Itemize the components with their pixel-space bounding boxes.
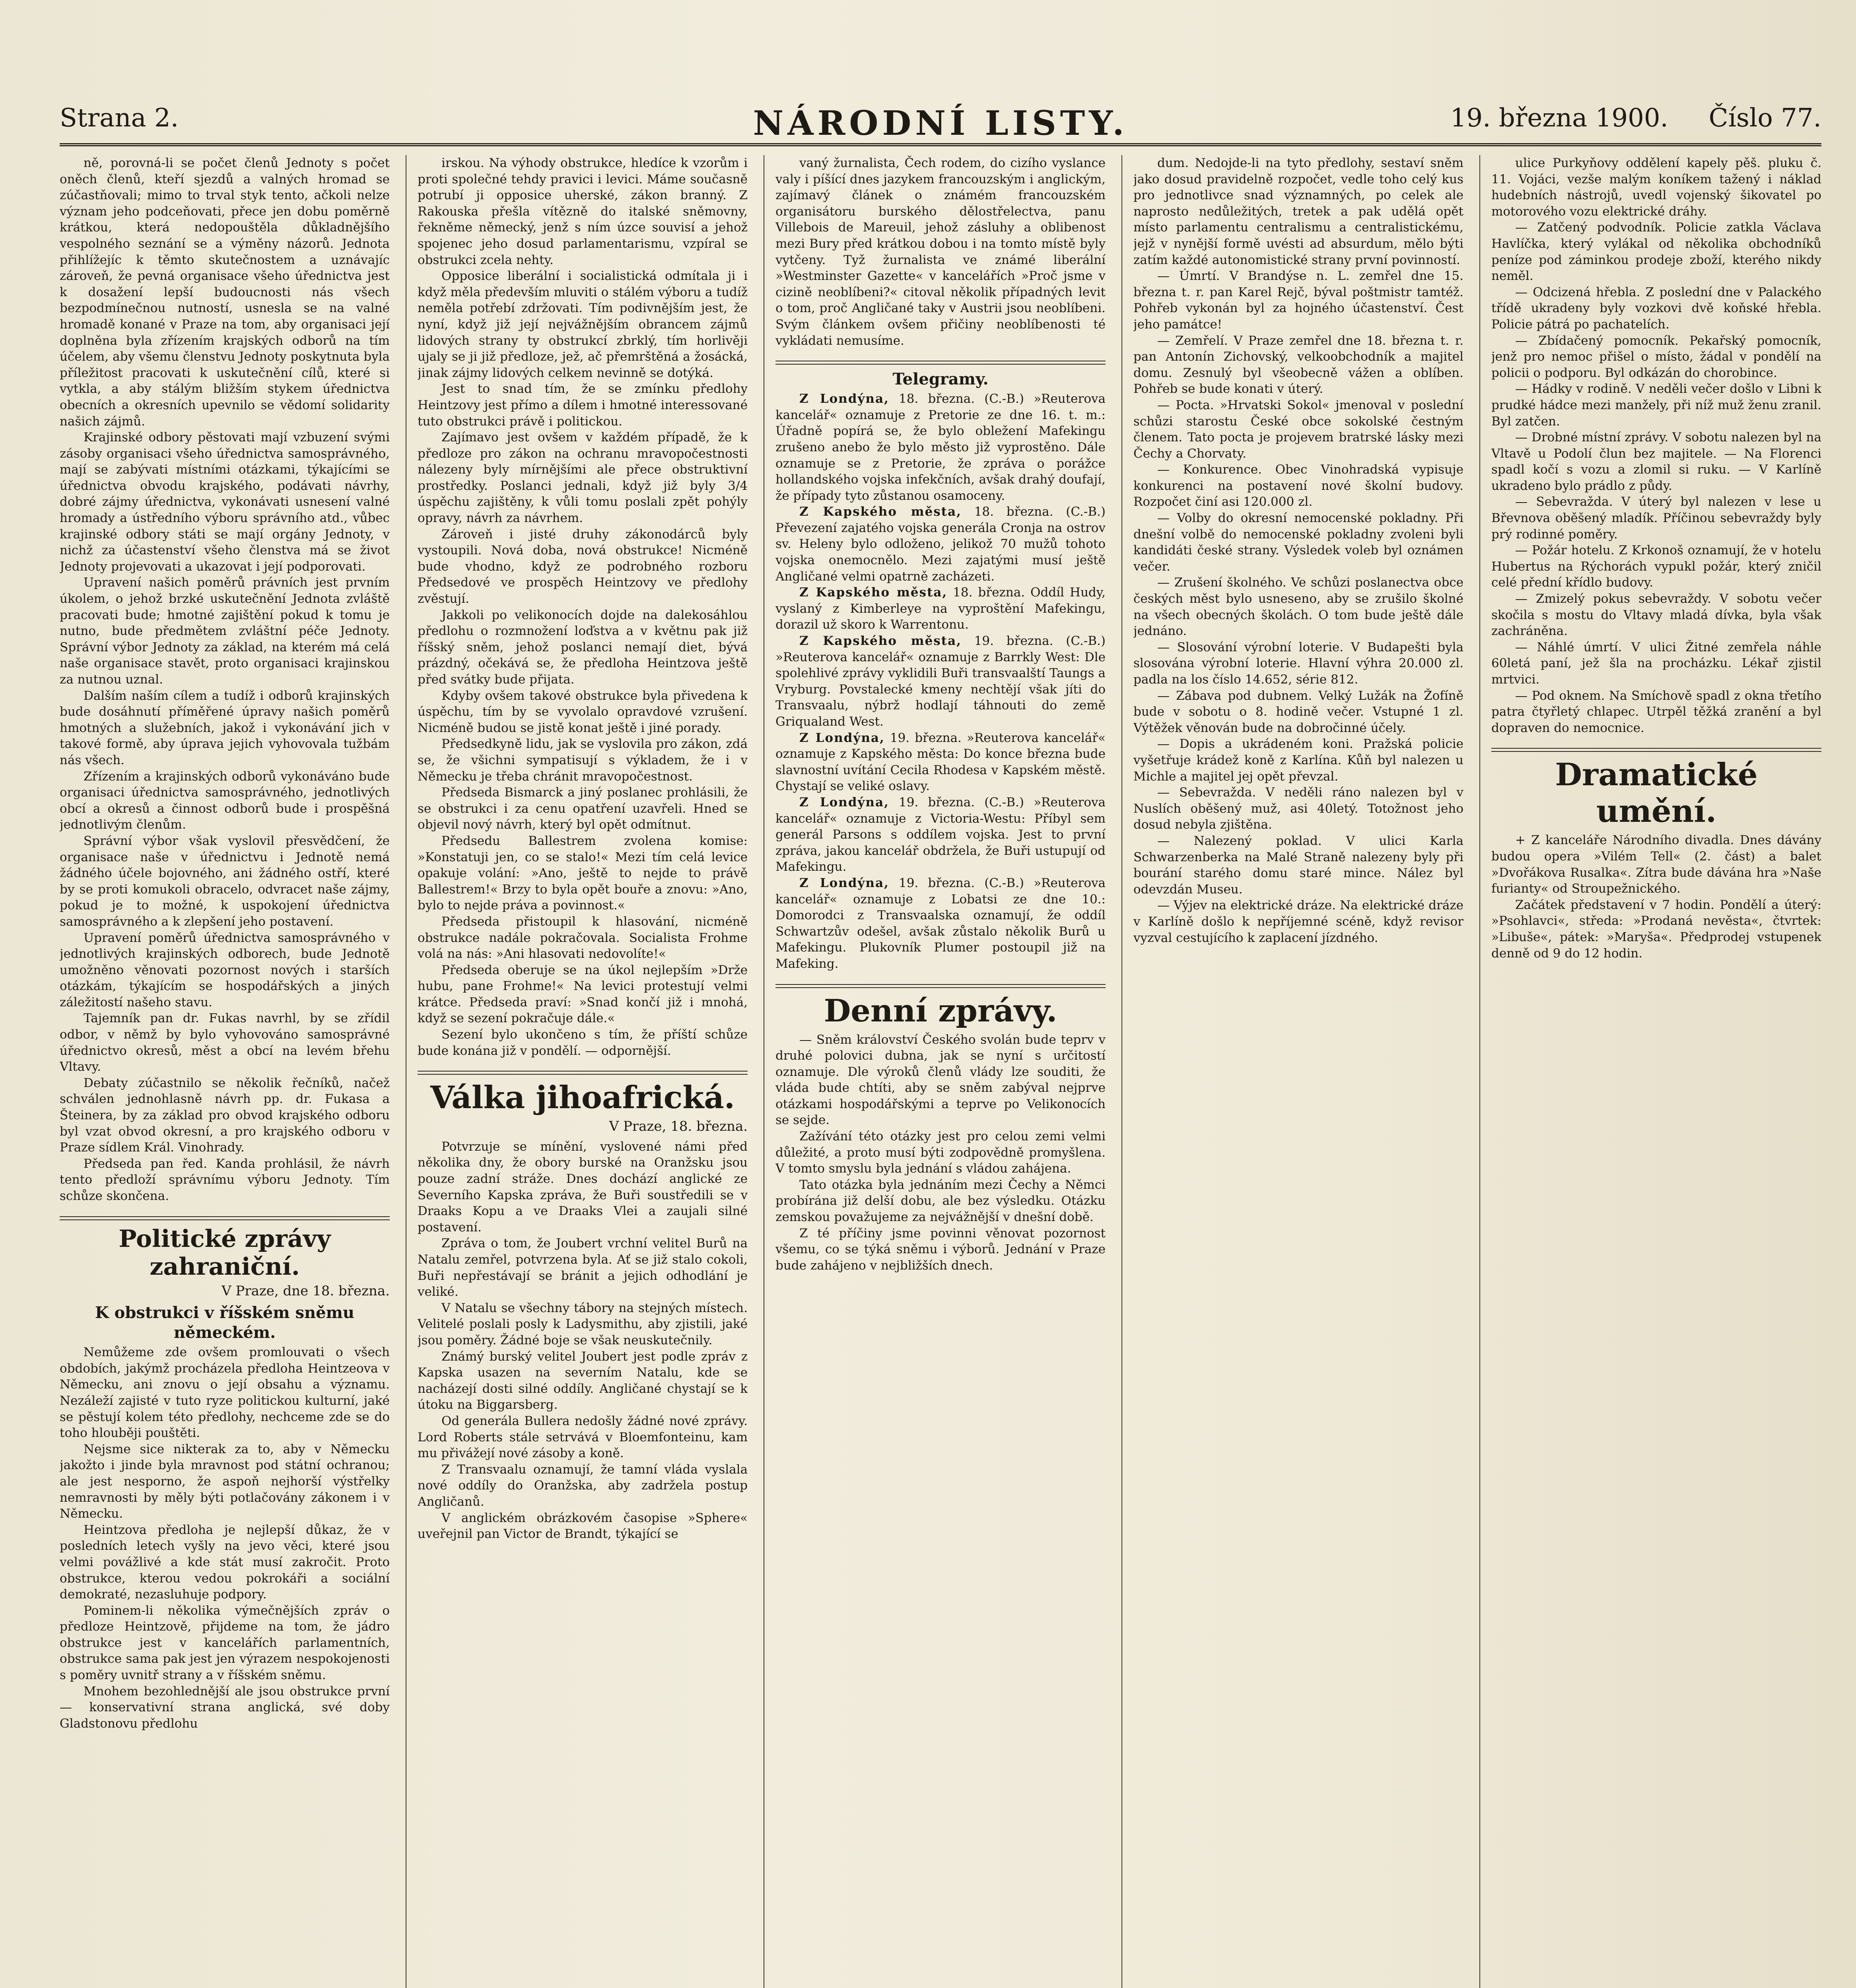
paragraph: — Zatčený podvodník. Policie zatkla Václava Havlíčka, který vylákal od několika obchodníků peníze pod záminkou prodeje zboží, kterého nikdy neměl. (1491, 220, 1821, 283)
paragraph: irskou. Na výhody obstrukce, hledíce k vzorům i proti společné tehdy pravici i levici. Máme současně potrubí ji opposice uherské, zákon branný. Z Rakouska přešla vítězně do italské sněmovny, řekněme německý, jenž s ním úzce souvisí a jehož spojenec jeho dosud parlamentarismu, vzpíral se obstrukci zcela nehty. (418, 156, 748, 267)
telegram-place: Z Kapského města, (799, 505, 962, 519)
paragraph: Z té příčiny jsme povinni věnovat pozornost všemu, co se týká sněmu i výborů. Jednání v Praze bude zahájeno v nejbližších dnech. (775, 1226, 1106, 1273)
paragraph: Sezení bylo ukončeno s tím, že příští schůze bude konána již v pondělí. — odpornější. (418, 1027, 748, 1058)
paragraph: — Hádky v rodině. V neděli večer došlo v Libni k prudké hádce mezi manžely, při níž muž ženu zranil. Byl zatčen. (1491, 382, 1821, 429)
paragraph: — Nalezený poklad. V ulici Karla Schwarzenberka na Malé Straně nalezeny byly při bourání starého domu staré mince. Nález byl odevzdán Museu. (1133, 833, 1463, 897)
issue-number: Číslo 77. (1708, 103, 1821, 133)
telegram-item (775, 584, 1106, 633)
paragraph: — Dopis a ukrádeném koni. Pražská policie vyšetřuje krádež koně z Karlína. Kůň byl nalezen u Michle a majitel jej opět převzal. (1133, 737, 1463, 784)
column-2 (418, 155, 748, 1988)
paragraph: Předseda oberuje se na úkol nejlepším »Drže hubu, pane Frohme!« Na levici protestují velmi krátce. Předseda praví: »Snad končí již i mnohá, když se sezení pokračuje dále.« (418, 963, 748, 1026)
issue-date: 19. března 1900. (1450, 103, 1668, 133)
section-divider (775, 361, 1106, 365)
paragraph: — Konkurence. Obec Vinohradská vypisuje konkurenci na postavení nové školní budovy. Rozpočet činí asi 120.000 zl. (1133, 462, 1463, 509)
telegram-place: Z Londýna, (799, 392, 889, 406)
paragraph: + Z kanceláře Národního divadla. Dnes dávány budou opera »Vilém Tell« (2. část) a balet »Dvořákova Rusalka«. Zítra bude dávána hra »Naše furianty« od Stroupežnického. (1491, 833, 1821, 896)
paragraph: — Úmrtí. V Brandýse n. L. zemřel dne 15. března t. r. pan Karel Rejč, býval poštmistr tamtéž. Pohřeb vykonán byl za hojného účastenství. Čest jeho památce! (1133, 269, 1463, 332)
telegram-text: 18. března. (C.-B.) »Reuterova kancelář« oznamuje z Pretorie ze dne 16. t. m.: Úřadně popírá se, že bylo obležení Mafekingu zrušeno anebo že bylo město již vyprostěno. Dále oznamuje se z Pretorie, že zpráva o porážce hollandského vojska infekčních, avšak drahý doufají, že případy tyto zůstanou osamoceny. (775, 392, 1106, 503)
telegram-place: Z Londýna, (799, 876, 889, 890)
paragraph: Nemůžeme zde ovšem promlouvati o všech obdobích, jakýmž procházela předloha Heintzeova v Německu, ani znovu o její obsahu a významu. Nezáleží zajisté v tuto ryze politickou kulturní, jaké se pěstují kolem této předlohy, nechceme zde se do toho hlouběji pouštěti. (60, 1345, 390, 1441)
section-title-telegrams: Telegramy. (892, 370, 989, 389)
paragraph: ulice Purkyňovy oddělení kapely pěš. pluku č. 11. Vojáci, vezše malým koníkem tažený i náklad hudebních nástrojů, uvedl vojenský šikovatel po motorového vozu elektrické dráhy. (1491, 156, 1821, 219)
paragraph: Předsedu Ballestrem zvolena komise: »Konstatuji jen, co se stalo!« Mezi tím celá levice opakuje volání: »Ano, ještě to nejde to právě Ballestrem!« Brzy to byla opět bouře a znovu: »Ano, bylo to nejde práva a povinnost.« (418, 833, 748, 913)
column-rule (1479, 155, 1480, 1988)
page-label: Strana 2. (60, 103, 179, 133)
paragraph: vaný žurnalista, Čech rodem, do cizího vyslance valy i píšící dnes jazykem francouzským i anglickým, zajímavý článek o známém francouzském organisátoru burského dělostřelectva, panu Villebois de Mareuil, jehož zásluhy a oblibenost mezi Bury před krátkou dobou i na tomto místě byly vytčeny. Tyž žurnalista ve známé liberální »Westminster Gazette« v kancelářích »Proč jsme v cizině neoblíbeni?« citoval několik případných levit o tom, proč Angličané taky v Austrii jsou neoblíbeni. Svým článkem ovšem přičiny neoblíbenosti té vykládati nemusíme. (775, 156, 1106, 348)
paragraph: V anglickém obrázkovém časopise »Sphere« uveřejnil pan Victor de Brandt, týkající se (418, 1510, 748, 1541)
paragraph: — Zbídačený pomocník. Pekařský pomocník, jenž pro nemoc přišel o místo, žádal v pondělí na policii o podporu. Byl odkázán do chorobince. (1491, 333, 1821, 380)
paragraph: dum. Nedojde-li na tyto předlohy, sestaví sněm jako dosud pravidelně rozpočet, vedle toho celý kus pro jednotlivce snad významných, po celek ale naprosto nedůležitých, tretek a pak udělá opět místo parlamentu centralismu a centralistickému, jejž v nynější formě uvésti ad absurdum, mělo býti zatím každé autonomistické strany první povinností. (1133, 156, 1463, 267)
section-title-drama: Dramatické umění. (1555, 757, 1758, 830)
telegram-text: 18. března. (C.-B.) Převezení zajatého vojska generála Cronja na ostrov sv. Heleny bylo odloženo, jelikož 70 mužů tohoto vojska onemocnělo. Mezi zajatými musí ještě Angličané velmi opatrně zacházeti. (775, 505, 1106, 584)
page-header (60, 95, 1821, 146)
paragraph: Zažívání této otázky jest pro celou zemi velmi důležité, a proto musí býti zodpovědně promyšlena. V tomto smyslu byla jednání s vládou zahájena. (775, 1129, 1106, 1176)
paragraph: — Sebevražda. V neděli ráno nalezen byl v Nuslích oběšený muž, asi 40letý. Totožnost jeho dosud nebyla zjištěna. (1133, 785, 1463, 832)
paragraph: Předseda přistoupil k hlasování, nicméně obstrukce nadále pokračovala. Socialista Frohme volá na nás: »Ani hlasovati nedovolíte!« (418, 914, 748, 961)
masthead: NÁRODNÍ LISTY. (753, 103, 1128, 143)
dateline: V Praze, dne 18. března. (222, 1283, 390, 1299)
paragraph: — Sněm království Českého svolán bude teprv v druhé polovici dubna, jak se nyní s určitostí oznamuje. Dle výroků členů vlády lze souditi, že vláda bude chtíti, aby se sněm zabýval nejprve otázkami hospodářskými a teprve po Velikonocích se sejde. (775, 1032, 1106, 1128)
telegram-place: Z Kapského města, (799, 585, 948, 600)
column-5 (1491, 155, 1821, 1988)
paragraph: Jakkoli po velikonocích dojde na dalekosáhlou předlohu o rozmnožení loďstva a v květnu pak již říšský sněm, jehož poslanci nemají diet, bývá prázdný, očekává se, že předloha Heintzova ještě před svátky bude přijata. (418, 608, 748, 687)
paragraph: Kdyby ovšem takové obstrukce byla přivedena k úspěchu, tím by se vyvolalo opravdové vzrušení. Nicméně budou se jistě konat ještě i jiné porady. (418, 688, 748, 735)
paragraph: Heintzova předloha je nejlepší důkaz, že v posledních letech vyšly na jevo věci, které jsou velmi povážlivé a kde stát musí zakročit. Proto obstrukce, kterou vedou pokrokáři a sociální demokraté, nezasluhuje podpory. (60, 1522, 390, 1602)
telegram-text: 19. března. (C.-B.) »Reuterova kancelář« oznamuje z Victoria-Westu: Příbyl sem generál Parsons s oddílem vojska. Jest to první zpráva, jakou kancelář obdržela, že Buři ustupují od Mafekingu. (775, 795, 1106, 874)
paragraph: Předseda Bismarck a jiný poslanec prohlásili, že se obstrukci i za cenu opatření uzavřeli. Hned se objevil nový návrh, který byl opět odmítnut. (418, 785, 748, 832)
section-divider (1491, 748, 1821, 752)
paragraph: Dalším naším cílem a tudíž i odborů krajinských bude dosáhnutí příměřené úpravy našich poměrů hmotných a služebních, jakož i vykonávání jich v takové formě, aby úprava jejich vyhovovala tužbám nás všech. (60, 688, 390, 767)
column-rule (1121, 155, 1122, 1988)
telegram-item (775, 875, 1106, 972)
telegram-text: 19. března. »Reuterova kancelář« oznamuje z Kapského města: Do konce března bude slavnostní uvítání Cecila Rhodesa v Kapském městě. Chystají se veliké oslavy. (775, 730, 1106, 794)
paragraph: Potvrzuje se mínění, vyslovené námi před několika dny, že obory burské na Oranžsku jsou pouze zadní stráže. Dnes dochází anglické ze Severního Kapska zpráva, že Buři soustředili se v Draaks Kopu a ve Draaks Vlei a zaujali silné postavení. (418, 1139, 748, 1235)
paragraph: — Výjev na elektrické dráze. Na elektrické dráze v Karlíně došlo k nepříjemné scéně, když revisor vyzval cestujícího k zaplacení jízdného. (1133, 898, 1463, 945)
telegram-text: 19. března. (C.-B.) »Reuterova kancelář« oznamuje z Barrkly West: Dle spolehlivé zprávy vyklidili Buři transvaalští Taungs a Vryburg. Povstalecké kmeny nechtějí však jíti do Transvaalu, nýbrž hodlají táhnouti do země Griqualand West. (775, 634, 1106, 729)
section-title-boer-war: Válka jihoafrická. (430, 1079, 735, 1116)
paragraph: Opposice liberální i socialistická odmítala ji i když měla především mluviti o stálém výboru a tudíž neměla potřebí zdržovati. Tím podivnějším jest, že nyní, když již její nejvážnějším obrancem zájmů lidových strany ty obstrukcí zbrklý, tím horlivěji ujaly se ji již předloze, jež, ač přemrštěná a žosácká, jinak zájmy lidových celkem nevinně se dotýká. (418, 269, 748, 380)
paragraph: Krajinské odbory pěstovati mají vzbuzení svými zásoby organisaci všeho úřednictva samosprávného, mají se zabývati místními otázkami, týkajícími se úřednictva obvodu krajského, podávati návrhy, dobré zájmy úřednictva, vykonávati usnesení valné hromady a ústředního výboru správního atd., vůbec krajinské odbory státi se mají orgány Jednoty, v nichž za účastenství všeho členstva má se život Jednoty projevovati a ukazovat i její podporovati. (60, 430, 390, 574)
telegram-place: Z Londýna, (799, 795, 889, 810)
paragraph: — Volby do okresní nemocenské pokladny. Při dnešní volbě do nemocenské pokladny zvoleni byli kandidáti české strany. Výsledek voleb byl oznámen večer. (1133, 511, 1463, 574)
section-title-daily-news: Denní zprávy. (824, 992, 1057, 1029)
paragraph: Předseda pan řed. Kanda prohlásil, že návrh tento předloží správnímu výboru Jednoty. Tím schůze skončena. (60, 1156, 390, 1203)
paragraph: — Sebevražda. V úterý byl nalezen v lese u Břevnova oběšený mladík. Příčinou sebevraždy byly prý rodinné poměry. (1491, 495, 1821, 542)
telegram-item (775, 633, 1106, 730)
section-title-foreign-politics: Politické zprávy zahraniční. (119, 1225, 331, 1281)
paragraph: — Slosování výrobní loterie. V Budapešti byla slosována výrobní loterie. Hlavní výhra 20.000 zl. padla na los číslo 14.652, série 812. (1133, 640, 1463, 687)
paragraph: Zajímavo jest ovšem v každém případě, že k předloze pro zákon na ochranu mravopočestnosti nálezeny byly mírnějšími ale přece obstruktivní prostředky. Poslanci jednali, když již byly 3/4 úspěchu zajištěny, k vůli tomu poslali zpět pohýly opravy, návrh za návrhem. (418, 430, 748, 526)
paragraph: Od generála Bullera nedošly žádné nové zprávy. Lord Roberts stále setrvává v Bloemfonteinu, kam mu přivážejí nové zásoby a koně. (418, 1413, 748, 1461)
paragraph: Pominem-li několika výmečnějších zpráv o předloze Heintzově, přijdeme na tom, že jádro obstrukce jest v kancelářích parlamentních, obstrukce sama pak jest jen výrazem nespokojenosti s poměry uvnitř strany a v říšském sněmu. (60, 1603, 390, 1683)
paragraph: — Zrušení školného. Ve schůzi poslanectva obce českých měst bylo usneseno, aby se zrušilo školné na všech obecných školách. O tom bude ještě dále jednáno. (1133, 575, 1463, 639)
paragraph: Tajemník pan dr. Fukas navrhl, by se zřídil odbor, v němž by bylo vyhovováno samosprávné úřednictvo okresů, měst a obcí na levém břehu Vltavy. (60, 1011, 390, 1074)
paragraph: Tato otázka byla jednáním mezi Čechy a Němci probírána již delší dobu, ale bez výsledku. Otázku zemskou považujeme za nejvážnější v dnešní době. (775, 1177, 1106, 1225)
paragraph: — Pocta. »Hrvatski Sokol« jmenoval v poslední schůzi starostu České obce sokolské čestným členem. Tato pocta je projevem bratrské lásky mezi Čechy a Chorvaty. (1133, 398, 1463, 461)
paragraph: Správní výbor však vyslovil přesvědčení, že organisace naše v úřednictvu i Jednotě nemá žádného účele bojovného, ani žádného ostří, které by se proti komukoli obracelo, odvracet naše zájmy, pokud je to možné, k uspokojení úřednictva samosprávného a k zlepšení jeho postavení. (60, 833, 390, 929)
telegram-item (775, 504, 1106, 584)
paragraph: — Zábava pod dubnem. Velký Lužák na Žofíně bude v sobotu o 8. hodině večer. Vstupné 1 zl. Výtěžek věnován bude na dobročinné účely. (1133, 688, 1463, 735)
telegram-text: 19. března. (C.-B.) »Reuterova kancelář« oznamuje z Lobatsi ze dne 10.: Domorodci z Transvaalska oznamují, že oddíl Schwartzův odešel, avšak zůstalo několik Burů u Mafekingu. Plukovník Plumer postoupil již na Mafeking. (775, 876, 1106, 971)
paragraph: Upravení poměrů úřednictva samosprávného v jednotlivých krajinských odborech, bude Jednotě umožněno věnovati pozornost nových i starších otázkám, týkajícím se hospodářských a jiných záležitostí našeho stavu. (60, 930, 390, 1010)
telegram-place: Z Londýna, (799, 730, 885, 745)
telegram-item (775, 794, 1106, 875)
telegram-text: 18. března. Oddíl Hudy, vyslaný z Kimberleye na vyproštění Mafekingu, dorazil už skoro k Warrentonu. (775, 585, 1106, 632)
section-divider (418, 1071, 748, 1075)
paragraph: Z Transvaalu oznamují, že tamní vláda vyslala nové oddíly do Oranžska, aby zadržela postup Angličanů. (418, 1462, 748, 1509)
paragraph: Upravení našich poměrů právních jest prvním úkolem, o jehož brzké uskutečnění Jednota zvláště pracovati bude; hmotné zajištění pokud k tomu je nutno, bude předmětem zvláštní péče Jednoty. Správní výbor Jednoty za základ, na kterém má celá naše organisace stavět, proto organisaci krajinskou za nutnou uznal. (60, 575, 390, 687)
paragraph: Debaty zúčastnilo se několik řečníků, načež schválen jednohlasně návrh pp. dr. Fukasa a Šteinera, by za základ pro obvod krajského odboru byl vzat obvod okresní, a pro krajského odboru v Praze sídlem Král. Vinohrady. (60, 1076, 390, 1155)
paragraph: — Zemřelí. V Praze zemřel dne 18. března t. r. pan Antonín Zichovský, velkoobchodník a majitel domu. Zesnulý byl všeobecně vážen a oblíben. Pohřeb se bude konati v úterý. (1133, 333, 1463, 396)
paragraph: Nejsme sice nikterak za to, aby v Německu jakožto i jinde byla mravnost pod státní ochranou; ale jest nesporno, že aspoň nejhorší výstřelky nemravnosti by měly býti potlačovány zákonem i v Německu. (60, 1442, 390, 1521)
paragraph: Zřízením a krajinských odborů vykonáváno bude organisaci úřednictva samosprávného, jednotlivých obcí a okresů a činnost odborů bude i prospěšná jednotlivým členům. (60, 769, 390, 832)
paragraph: Předsedkyně lidu, jak se vyslovila pro zákon, zdá se, že všichni sympatisují s výkladem, že i v Německu je třeba chránit mravopočestnost. (418, 737, 748, 784)
column-1 (60, 155, 390, 1988)
telegram-item (775, 730, 1106, 794)
paragraph: — Drobné místní zprávy. V sobotu nalezen byl na Vltavě u Podolí člun bez majitele. — Na Florenci spadl kočí s vozu a zlomil si ruku. — V Karlíně ukradeno bylo prádlo z půdy. (1491, 430, 1821, 493)
paragraph: — Odcizená hřebla. Z poslední dne v Palackého třídě ukradeny byly vozkovi dvě koňské hřebla. Policie pátrá po pachatelích. (1491, 285, 1821, 332)
paragraph: Jest to snad tím, že se zmínku předlohy Heintzovy jest přímo a dílem i hmotné interessované tuto obstrukci právě i politickou. (418, 382, 748, 429)
paragraph: ně, porovná-li se počet členů Jednoty s počet oněch členů, kteří sjezdů a valných hromad se zúčastňovali; mimo to trval styk tento, ačkoli nelze význam jeho podceňovati, přece jen dobu poměrně krátkou, která nedopouštěla důkladnějšího vespolného seznání se a výměny názorů. Jednota přihlížejíc k těmto skutečnostem a uznávajíc zároveň, že pevná organisace všeho úřednictva jest k dosažení lepší budoucnosti nás všech bezpodmínečnou nutností, usnesla se na valné hromadě konané v Praze na tom, aby organisaci její doplněna byla zřízením krajských odborů na tím účelem, aby všemu členstvu Jednoty poskytnuta byla příležitost pracovati k uskutečnění cílů, které si vytkla, a aby stálým bližším stykem úřednictva obecních a okresních upevnilo se vědomí solidarity našich zájmů. (60, 156, 390, 429)
telegram-item (775, 391, 1106, 504)
paragraph: Začátek představení v 7 hodin. Pondělí a úterý: »Psohlavci«, středa: »Prodaná nevěsta«, čtvrtek: »Libuše«, pátek: »Maryša«. Předprodej vstupenek denně od 9 do 12 hodin. (1491, 897, 1821, 961)
dateline: V Praze, 18. března. (609, 1118, 748, 1135)
paragraph: — Náhlé úmrtí. V ulici Žitné zemřela náhle 60letá paní, jež šla na procházku. Lékař zjistil mrtvici. (1491, 640, 1821, 687)
column-3 (775, 155, 1106, 1988)
article-columns (60, 155, 1821, 1988)
paragraph: — Pod oknem. Na Smíchově spadl z okna třetího patra čtyřletý chlapec. Utrpěl těžká zranění a byl dopraven do nemocnice. (1491, 688, 1821, 735)
section-divider (775, 984, 1106, 988)
paragraph: Zpráva o tom, že Joubert vrchní velitel Burů na Natalu zemřel, potvrzena byla. Ať se již stalo cokoli, Buři nepřestávají se bránit a jejich odhodlání je veliké. (418, 1236, 748, 1299)
paragraph: Známý burský velitel Joubert jest podle zpráv z Kapska usazen na severním Natalu, kde se nacházejí dosti silné oddíly. Angličané chystají se k útoku na Biggarsberg. (418, 1349, 748, 1412)
paragraph: Zároveň i jisté druhy zákonodárců byly vystoupili. Nová doba, nová obstrukce! Nicméně bude vhodno, když ze podrobného rozboru Předsedové ve prospěch Heintzovy ve předlohy zvěstují. (418, 527, 748, 606)
column-4 (1133, 155, 1463, 1988)
paragraph: — Zmizelý pokus sebevraždy. V sobotu večer skočila s mostu do Vltavy mladá dívka, byla však zachráněna. (1491, 592, 1821, 639)
section-divider (60, 1216, 390, 1220)
paragraph: — Požár hotelu. Z Krkonoš oznamují, že v hotelu Hubertus na Rýchorách vypukl požár, který zničil celé přední křídlo budovy. (1491, 543, 1821, 590)
telegram-place: Z Kapského města, (799, 634, 962, 648)
paragraph: V Natalu se všechny tábory na stejných místech. Velitelé poslali posly k Ladysmithu, aby zjistili, jaké jsou poměry. Žádné boje se však neuskutečnily. (418, 1301, 748, 1347)
issue-info (1450, 103, 1821, 133)
paragraph: Mnohem bezohlednější ale jsou obstrukce první — konservativní strana anglická, své doby Gladstonovu předlohu (60, 1684, 390, 1731)
article-title-obstruction: K obstrukci v říšském sněmu německém. (95, 1303, 355, 1342)
